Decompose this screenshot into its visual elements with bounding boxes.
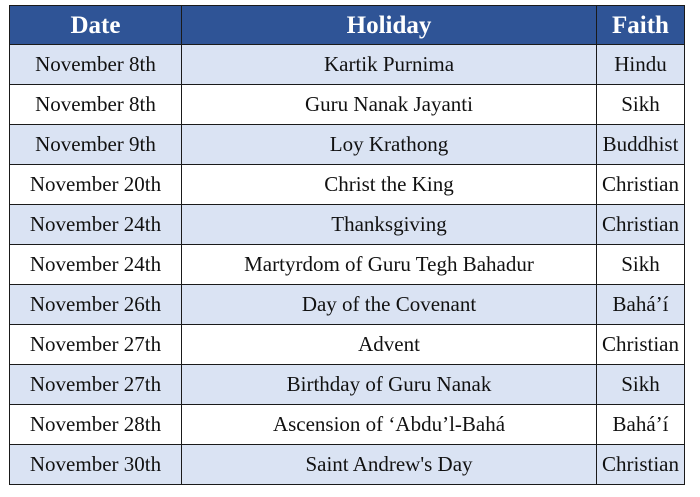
holiday-table xyxy=(9,5,685,485)
cell-date: November 20th xyxy=(10,165,182,205)
cell-faith: Christian xyxy=(597,205,685,245)
header-date: Date xyxy=(10,6,182,45)
cell-faith: Christian xyxy=(597,165,685,205)
cell-date: November 27th xyxy=(10,365,182,405)
cell-holiday: Advent xyxy=(182,325,597,365)
cell-holiday: Thanksgiving xyxy=(182,205,597,245)
cell-holiday: Guru Nanak Jayanti xyxy=(182,85,597,125)
cell-holiday: Christ the King xyxy=(182,165,597,205)
cell-date: November 26th xyxy=(10,285,182,325)
cell-holiday: Martyrdom of Guru Tegh Bahadur xyxy=(182,245,597,285)
table-row xyxy=(10,125,685,165)
table-row xyxy=(10,205,685,245)
cell-date: November 27th xyxy=(10,325,182,365)
cell-holiday: Loy Krathong xyxy=(182,125,597,165)
cell-faith: Buddhist xyxy=(597,125,685,165)
cell-date: November 24th xyxy=(10,245,182,285)
header-holiday: Holiday xyxy=(182,6,597,45)
table-row xyxy=(10,325,685,365)
table-row xyxy=(10,245,685,285)
cell-date: November 28th xyxy=(10,405,182,445)
table-header-row xyxy=(10,6,685,45)
table-row xyxy=(10,365,685,405)
cell-faith: Hindu xyxy=(597,45,685,85)
cell-holiday: Day of the Covenant xyxy=(182,285,597,325)
table-row xyxy=(10,285,685,325)
cell-date: November 9th xyxy=(10,125,182,165)
table-row xyxy=(10,165,685,205)
cell-faith: Sikh xyxy=(597,85,685,125)
cell-holiday: Kartik Purnima xyxy=(182,45,597,85)
cell-holiday: Birthday of Guru Nanak xyxy=(182,365,597,405)
cell-faith: Christian xyxy=(597,445,685,485)
cell-holiday: Saint Andrew's Day xyxy=(182,445,597,485)
table-row xyxy=(10,445,685,485)
holiday-table-container xyxy=(9,5,684,485)
cell-faith: Sikh xyxy=(597,245,685,285)
header-faith: Faith xyxy=(597,6,685,45)
cell-holiday: Ascension of ‘Abdu’l-Bahá xyxy=(182,405,597,445)
cell-date: November 24th xyxy=(10,205,182,245)
table-row xyxy=(10,405,685,445)
cell-faith: Bahá’í xyxy=(597,285,685,325)
table-row xyxy=(10,85,685,125)
cell-date: November 8th xyxy=(10,45,182,85)
cell-date: November 8th xyxy=(10,85,182,125)
table-row xyxy=(10,45,685,85)
cell-faith: Sikh xyxy=(597,365,685,405)
cell-date: November 30th xyxy=(10,445,182,485)
cell-faith: Christian xyxy=(597,325,685,365)
cell-faith: Bahá’í xyxy=(597,405,685,445)
